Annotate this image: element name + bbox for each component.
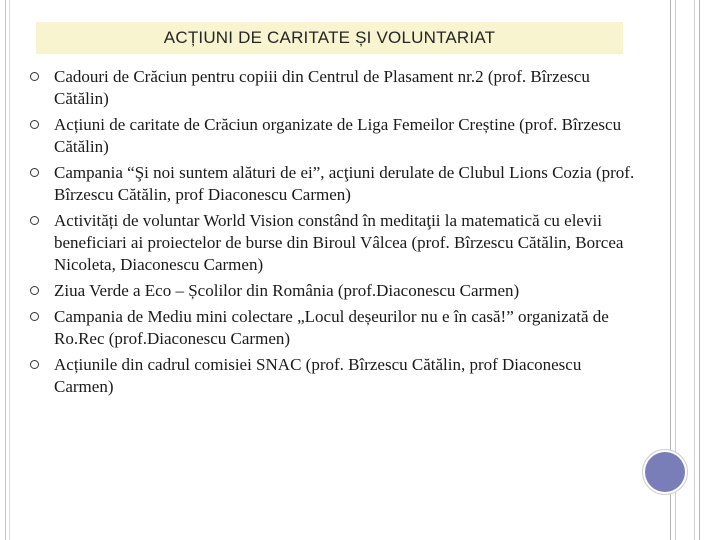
bullet-circle-icon	[30, 286, 39, 295]
bullet-text: Cadouri de Crăciun pentru copiii din Centrul de Plasament nr.2 (prof. Bîrzescu Cătălin)	[54, 67, 590, 108]
bullet-item	[30, 114, 640, 158]
bullet-item	[30, 210, 640, 276]
bullet-circle-icon	[30, 312, 39, 321]
bullet-item	[30, 306, 640, 350]
bullet-text: Campania “Şi noi suntem alături de ei”, acţiuni derulate de Clubul Lions Cozia (prof. Bîrzescu Cătălin, prof Diaconescu Carmen)	[54, 163, 635, 204]
bullet-text: Ziua Verde a Eco – Școlilor din România (prof.Diaconescu Carmen)	[54, 281, 520, 300]
bullet-item	[30, 162, 640, 206]
bullet-circle-icon	[30, 168, 39, 177]
bullet-text: Acțiuni de caritate de Crăciun organizate de Liga Femeilor Creștine (prof. Bîrzescu Cătălin)	[54, 115, 622, 156]
bullet-text: Campania de Mediu mini colectare „Locul deșeurilor nu e în casă!” organizată de Ro.Rec (prof.Diaconescu Carmen)	[54, 307, 609, 348]
title-band	[36, 22, 623, 54]
bullet-item	[30, 66, 640, 110]
bullet-circle-icon	[30, 360, 39, 369]
left-decor-line-inner	[9, 0, 10, 540]
slide-title: ACȚIUNI DE CARITATE ȘI VOLUNTARIAT	[163, 28, 496, 47]
bullet-item	[30, 354, 640, 398]
bullet-circle-icon	[30, 120, 39, 129]
bullet-circle-icon	[30, 72, 39, 81]
decor-circle	[645, 452, 685, 492]
bullet-list	[30, 66, 640, 402]
bullet-circle-icon	[30, 216, 39, 225]
bullet-item	[30, 280, 640, 302]
bullet-text: Acțiunile din cadrul comisiei SNAC (prof. Bîrzescu Cătălin, prof Diaconescu Carmen)	[54, 355, 582, 396]
left-decor-line	[5, 0, 6, 540]
bullet-text: Activități de voluntar World Vision constând în meditaţii la matematică cu elevii beneficiari ai proiectelor de burse din Biroul Vâlcea (prof. Bîrzescu Cătălin, Borcea Nicoleta, Diaconescu Carmen)	[54, 211, 624, 274]
